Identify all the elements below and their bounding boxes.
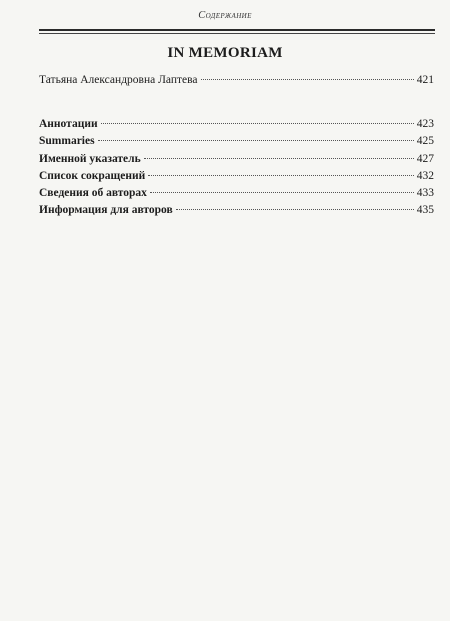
toc-entry	[39, 133, 434, 150]
toc-back-matter-list	[39, 116, 434, 220]
running-head: Содержание	[198, 10, 252, 21]
section-title: IN MEMORIAM	[167, 45, 283, 61]
toc-dot-leader	[98, 140, 414, 141]
toc-dot-leader	[101, 123, 414, 124]
toc-entry	[39, 168, 434, 185]
toc-memoriam-list	[39, 72, 434, 88]
toc-dot-leader	[148, 175, 414, 176]
toc-entry-page: 435	[416, 204, 434, 217]
toc-entry-title: Информация для авторов	[39, 204, 173, 217]
toc-entry-title: Список сокращений	[39, 169, 146, 182]
toc-entry-page: 432	[416, 169, 434, 182]
toc-entry	[39, 202, 434, 219]
toc-entry	[39, 116, 434, 133]
header-rule-thick	[39, 29, 435, 31]
toc-entry-page: 421	[416, 74, 434, 86]
toc-dot-leader	[144, 158, 414, 159]
toc-entry-title: Аннотации	[39, 118, 98, 130]
toc-entry-page: 425	[416, 135, 434, 148]
toc-entry-page: 433	[416, 187, 434, 200]
header-rule-thin	[39, 33, 435, 34]
toc-dot-leader	[176, 209, 414, 210]
toc-entry-page: 423	[416, 118, 434, 130]
toc-entry-title: Сведения об авторах	[39, 187, 147, 200]
toc-entry-page: 427	[416, 152, 434, 165]
toc-entry-title: Татьяна Александровна Лаптева	[39, 74, 198, 86]
toc-dot-leader	[201, 79, 414, 80]
toc-entry	[39, 185, 434, 202]
toc-entry-title: Summaries	[39, 135, 95, 148]
toc-dot-leader	[150, 192, 414, 193]
toc-entry	[39, 151, 434, 168]
toc-entry-title: Именной указатель	[39, 152, 141, 165]
toc-entry	[39, 72, 434, 88]
